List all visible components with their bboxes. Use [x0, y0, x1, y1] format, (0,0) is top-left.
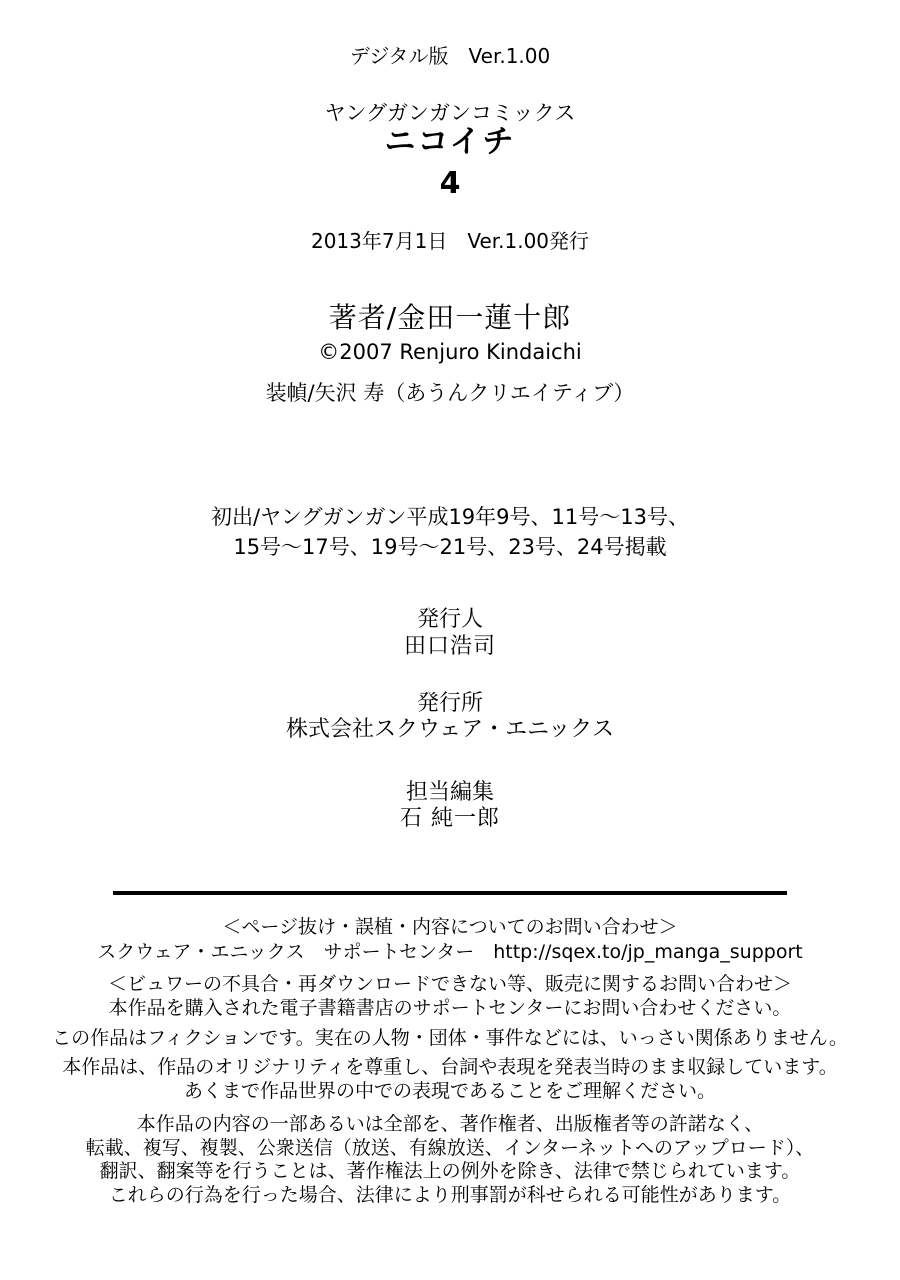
support-center-line: スクウェア・エニックス サポートセンター http://sqex.to/jp_manga_support [97, 941, 803, 963]
volume-number: 4 [439, 166, 461, 201]
copyright-credit: ©2007 Renjuro Kindaichi [318, 340, 582, 364]
edition-version: デジタル版 Ver.1.00 [349, 44, 551, 68]
author-credit: 著者/金田一蓮十郎 [328, 301, 572, 334]
imprint-label: ヤングガンガンコミックス [324, 101, 576, 125]
sales-inquiry-body: 本作品を購入された電子書籍書店のサポートセンターにお問い合わせください。 [108, 997, 792, 1019]
originality-note-line-1: 本作品は、作品のオリジナリティを尊重し、台詞や表現を発表当時のまま収録しています。 [62, 1056, 838, 1078]
first-publication-line-2: 15号～17号、19号～21号、23号、24号掲載 [233, 535, 667, 559]
publication-date: 2013年7月1日 Ver.1.00発行 [310, 229, 590, 253]
editor-name: 石 純一郎 [400, 806, 500, 831]
fiction-disclaimer: この作品はフィクションです。実在の人物・団体・事件などには、いっさい関係ありません。 [52, 1027, 848, 1049]
issuer-name: 田口浩司 [403, 634, 496, 659]
publisher-name: 株式会社スクウェア・エニックス [285, 717, 615, 742]
copyright-warning-line-4: これらの行為を行った場合、法律により刑事罰が科せられる可能性があります。 [108, 1184, 792, 1206]
copyright-warning-line-2: 転載、複写、複製、公衆送信（放送、有線放送、インターネットへのアップロード）、 [85, 1137, 815, 1159]
content-inquiry-heading: ＜ページ抜け・誤植・内容についてのお問い合わせ＞ [222, 916, 678, 938]
copyright-warning-line-1: 本作品の内容の一部あるいは全部を、著作権者、出版権者等の許諾なく、 [136, 1113, 764, 1135]
sales-inquiry-heading: ＜ビュワーの不具合・再ダウンロードできない等、販売に関するお問い合わせ＞ [107, 973, 792, 995]
book-title: ニコイチ [384, 124, 516, 160]
copyright-warning-line-3: 翻訳、翻案等を行うことは、著作権法上の例外を除き、法律で禁じられています。 [99, 1160, 801, 1182]
issuer-label: 発行人 [416, 607, 483, 632]
editor-label: 担当編集 [405, 780, 494, 805]
publisher-label: 発行所 [416, 691, 483, 716]
divider-rule [113, 891, 787, 895]
originality-note-line-2: あくまで作品世界の中での表現であることをご理解ください。 [183, 1080, 716, 1102]
design-credit: 装幀/矢沢 寿（あうんクリエイティブ） [265, 381, 635, 405]
first-publication-line-1: 初出/ヤングガンガン平成19年9号、11号～13号、 [211, 505, 689, 529]
